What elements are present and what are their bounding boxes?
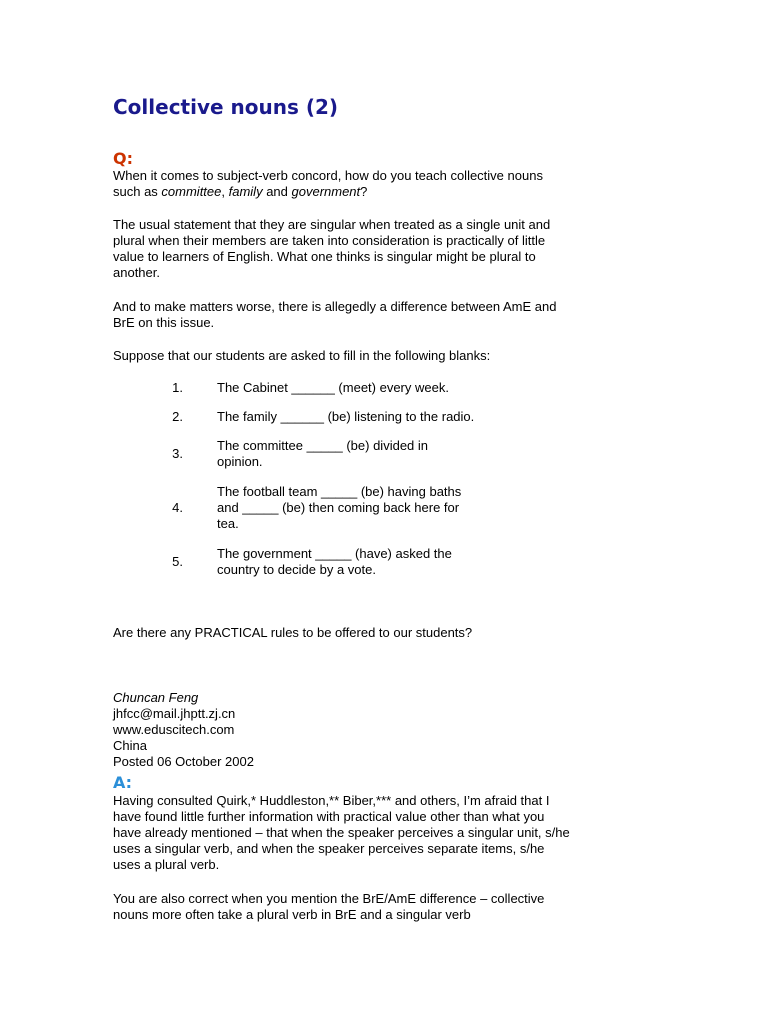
- list-item: [113, 380, 573, 396]
- list-item-text: The government _____ (have) asked the country to decide by a vote.: [217, 546, 452, 577]
- list-item-number: 4.: [172, 500, 183, 515]
- term-committee: committee: [161, 184, 222, 199]
- answer-label: A:: [113, 773, 133, 792]
- list-item-text: The Cabinet ______ (meet) every week.: [217, 380, 449, 395]
- question-paragraph-5: Are there any PRACTICAL rules to be offered to our students?: [113, 625, 473, 640]
- list-item-number: 1.: [172, 380, 183, 395]
- question-paragraph-2: The usual statement that they are singular when treated as a single unit and plural when their members are taken into consideration is practically of little value to learners of English. What one thinks is singular might be plural to another.: [113, 217, 551, 280]
- question-text-sep1: ,: [221, 184, 229, 199]
- list-item-number: 3.: [172, 446, 183, 461]
- list-item-text: The family ______ (be) listening to the radio.: [217, 409, 475, 424]
- term-government: government: [291, 184, 361, 199]
- author-name: Chuncan Feng: [113, 690, 199, 705]
- author-info: [113, 690, 254, 770]
- list-item-number: 2.: [172, 409, 183, 424]
- author-website[interactable]: www.eduscitech.com: [113, 722, 235, 737]
- list-item-text: The committee _____ (be) divided in opinion.: [217, 438, 429, 469]
- answer-paragraph-1: Having consulted Quirk,* Huddleston,** Biber,*** and others, I’m afraid that I have found little further information with practical value other than what you have already mentioned – that when the speaker perceives a singular unit, s/he uses a singular verb, and when the speaker perceives separate items, s/he uses a plural verb.: [113, 793, 570, 872]
- list-item-number: 5.: [172, 554, 183, 569]
- list-item: [113, 409, 573, 425]
- answer-paragraph-2: You are also correct when you mention the BrE/AmE difference – collective nouns more often take a plural verb in BrE and a singular verb: [113, 891, 545, 922]
- question-paragraph-1: [113, 168, 573, 200]
- posted-date: Posted 06 October 2002: [113, 754, 254, 769]
- question-text-after: ?: [360, 184, 368, 199]
- term-family: family: [228, 184, 263, 199]
- question-text-sep2: and: [262, 184, 292, 199]
- author-country: China: [113, 738, 147, 753]
- question-text-before: When it comes to subject-verb concord, how do you teach collective nouns such as: [113, 168, 543, 199]
- list-item: [113, 484, 573, 532]
- list-item: [113, 546, 573, 578]
- question-paragraph-3: And to make matters worse, there is allegedly a difference between AmE and BrE on this issue.: [113, 299, 557, 330]
- author-email[interactable]: jhfcc@mail.jhptt.zj.cn: [113, 706, 236, 721]
- list-item-text: The football team _____ (be) having baths and _____ (be) then coming back here for tea.: [217, 484, 462, 531]
- list-item: [113, 438, 573, 470]
- question-paragraph-4: Suppose that our students are asked to fill in the following blanks:: [113, 348, 491, 363]
- page-title: Collective nouns (2): [113, 95, 339, 119]
- question-label: Q:: [113, 149, 133, 168]
